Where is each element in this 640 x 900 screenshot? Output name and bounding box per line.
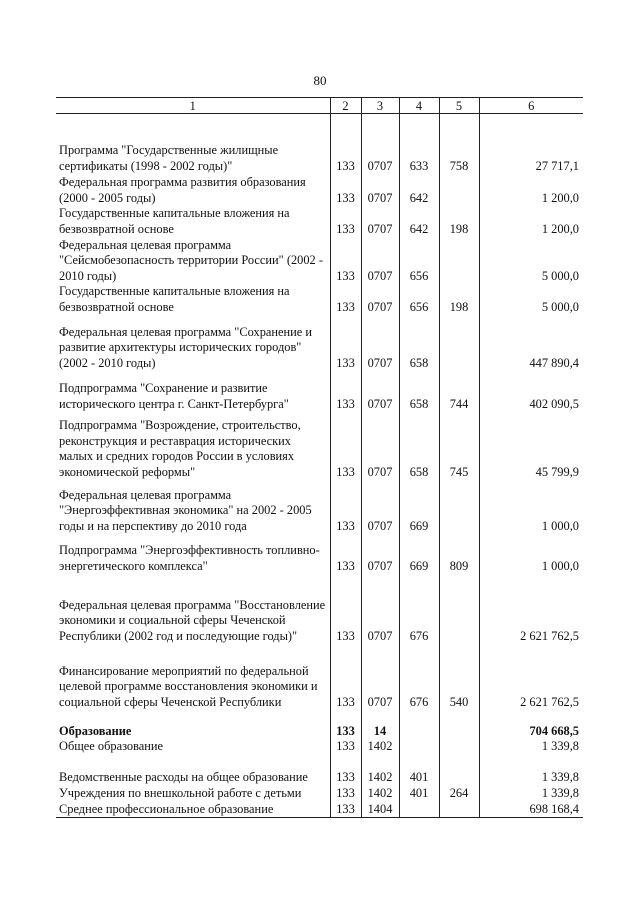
row-amount: 1 339,8	[479, 785, 583, 801]
row-code-4: 658	[399, 412, 439, 480]
row-code-2: 133	[330, 371, 361, 412]
row-amount: 704 668,5	[479, 710, 583, 739]
row-code-3: 0707	[361, 206, 399, 237]
header-col-6: 6	[479, 98, 583, 114]
table-row	[56, 534, 583, 574]
row-code-5	[439, 315, 479, 371]
row-name: Федеральная целевая программа "Энергоэффективная экономика" на 2002 - 2005 годы и на перспективу до 2010 года	[59, 487, 312, 533]
row-code-2: 133	[330, 174, 361, 206]
table-row	[56, 237, 583, 284]
row-code-5: 198	[439, 284, 479, 315]
row-code-4: 658	[399, 371, 439, 412]
row-code-3: 0707	[361, 371, 399, 412]
table-row	[56, 644, 583, 710]
row-amount: 1 000,0	[479, 534, 583, 574]
row-code-3: 0707	[361, 284, 399, 315]
row-code-5	[439, 574, 479, 644]
spacer-row	[56, 114, 583, 131]
row-code-2: 133	[330, 739, 361, 754]
row-code-2: 133	[330, 237, 361, 284]
row-code-4: 658	[399, 315, 439, 371]
row-amount: 45 799,9	[479, 412, 583, 480]
row-code-5: 745	[439, 412, 479, 480]
row-code-3: 0707	[361, 237, 399, 284]
row-amount: 1 000,0	[479, 480, 583, 534]
row-amount: 698 168,4	[479, 801, 583, 817]
table-row	[56, 785, 583, 801]
header-col-2: 2	[330, 98, 361, 114]
row-code-3: 0707	[361, 130, 399, 174]
table-row	[56, 206, 583, 237]
row-code-5	[439, 754, 479, 785]
row-name: Программа "Государственные жилищные сертификаты (1998 - 2002 годы)"	[59, 143, 279, 173]
row-code-3: 0707	[361, 412, 399, 480]
row-code-4	[399, 739, 439, 754]
row-code-2: 133	[330, 206, 361, 237]
row-code-3: 1402	[361, 754, 399, 785]
budget-table	[56, 97, 583, 818]
row-code-3: 1402	[361, 785, 399, 801]
row-code-4: 676	[399, 644, 439, 710]
row-code-3: 0707	[361, 480, 399, 534]
row-code-5: 264	[439, 785, 479, 801]
row-amount: 5 000,0	[479, 237, 583, 284]
row-code-2: 133	[330, 785, 361, 801]
table-row	[56, 754, 583, 785]
header-col-5: 5	[439, 98, 479, 114]
row-name: Финансирование мероприятий по федеральной целевой программе восстановления экономики и социальной сферы Чеченской Республики	[59, 663, 318, 709]
row-name: Ведомственные расходы на общее образование	[59, 770, 308, 784]
table-row	[56, 284, 583, 315]
row-name: Федеральная целевая программа "Сейсмобезопасность территории России" (2002 - 2010 годы)	[59, 237, 323, 283]
row-name: Учреждения по внешкольной работе с детьми	[59, 786, 302, 800]
row-code-4: 669	[399, 480, 439, 534]
row-code-4	[399, 801, 439, 817]
row-code-3: 0707	[361, 315, 399, 371]
row-code-2: 133	[330, 284, 361, 315]
header-row	[56, 98, 583, 114]
row-code-2: 133	[330, 480, 361, 534]
row-amount: 1 339,8	[479, 754, 583, 785]
table-row	[56, 315, 583, 371]
header-col-4: 4	[399, 98, 439, 114]
row-amount: 27 717,1	[479, 130, 583, 174]
row-name: Федеральная целевая программа "Восстановление экономики и социальной сферы Чеченской Республики (2002 год и последующие годы)"	[59, 597, 326, 643]
row-amount: 1 200,0	[479, 206, 583, 237]
table-row	[56, 801, 583, 817]
row-amount: 2 621 762,5	[479, 644, 583, 710]
row-code-3: 1402	[361, 739, 399, 754]
row-code-3: 14	[361, 710, 399, 739]
row-code-5	[439, 174, 479, 206]
table-row	[56, 574, 583, 644]
row-code-3: 0707	[361, 574, 399, 644]
row-code-5: 540	[439, 644, 479, 710]
row-code-5: 198	[439, 206, 479, 237]
row-code-2: 133	[330, 644, 361, 710]
table-row	[56, 739, 583, 754]
row-name: Подпрограмма "Энергоэффективность топливно-энергетического комплекса"	[59, 543, 320, 573]
table-row	[56, 371, 583, 412]
row-name: Общее образование	[59, 739, 164, 753]
row-code-2: 133	[330, 412, 361, 480]
row-name: Подпрограмма "Сохранение и развитие исторического центра г. Санкт-Петербурга"	[59, 381, 289, 411]
table-row	[56, 480, 583, 534]
header-col-1: 1	[56, 98, 330, 114]
row-name: Федеральная программа развития образования (2000 - 2005 годы)	[59, 175, 306, 205]
row-code-4: 656	[399, 284, 439, 315]
row-code-5	[439, 237, 479, 284]
row-name: Образование	[59, 723, 132, 738]
row-code-2: 133	[330, 130, 361, 174]
row-code-3: 0707	[361, 174, 399, 206]
row-code-5	[439, 710, 479, 739]
row-code-2: 133	[330, 710, 361, 739]
row-name: Федеральная целевая программа "Сохранение и развитие архитектуры исторических городов" (2002 - 2010 годы)	[59, 324, 313, 370]
table-row	[56, 174, 583, 206]
row-code-4: 401	[399, 754, 439, 785]
row-code-3: 0707	[361, 644, 399, 710]
row-amount: 2 621 762,5	[479, 574, 583, 644]
row-code-5	[439, 739, 479, 754]
row-code-4	[399, 710, 439, 739]
row-amount: 5 000,0	[479, 284, 583, 315]
table-row	[56, 412, 583, 480]
row-code-4: 642	[399, 174, 439, 206]
row-code-4: 669	[399, 534, 439, 574]
row-code-4: 642	[399, 206, 439, 237]
row-name: Государственные капитальные вложения на безвозвратной основе	[59, 284, 290, 314]
row-name: Государственные капитальные вложения на безвозвратной основе	[59, 206, 290, 236]
row-amount: 1 200,0	[479, 174, 583, 206]
row-code-5: 809	[439, 534, 479, 574]
page-number: 80	[313, 73, 327, 88]
header-col-3: 3	[361, 98, 399, 114]
row-code-3: 1404	[361, 801, 399, 817]
row-code-5: 744	[439, 371, 479, 412]
table-row	[56, 130, 583, 174]
row-code-4: 676	[399, 574, 439, 644]
row-code-2: 133	[330, 315, 361, 371]
row-code-2: 133	[330, 534, 361, 574]
row-code-2: 133	[330, 754, 361, 785]
row-code-4: 401	[399, 785, 439, 801]
row-amount: 402 090,5	[479, 371, 583, 412]
row-amount: 447 890,4	[479, 315, 583, 371]
row-code-5	[439, 480, 479, 534]
row-code-2: 133	[330, 574, 361, 644]
section-row	[56, 710, 583, 739]
row-name: Подпрограмма "Возрождение, строительство, реконструкция и реставрация исторических малых и средних городов России в условиях экономической реформы"	[59, 418, 301, 479]
row-name: Среднее профессиональное образование	[56, 801, 330, 817]
row-code-5: 758	[439, 130, 479, 174]
row-code-4: 633	[399, 130, 439, 174]
row-amount: 1 339,8	[479, 739, 583, 754]
row-code-3: 0707	[361, 534, 399, 574]
row-code-5	[439, 801, 479, 817]
row-code-4: 656	[399, 237, 439, 284]
row-code-2: 133	[330, 801, 361, 817]
